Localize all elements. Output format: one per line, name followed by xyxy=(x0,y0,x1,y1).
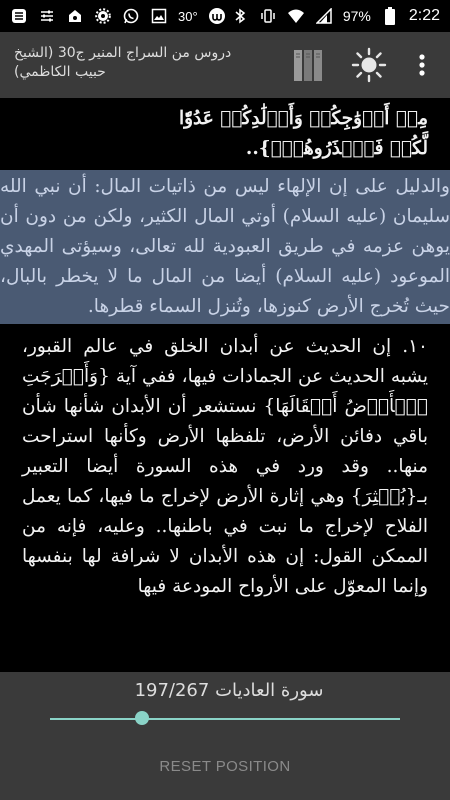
quote-line-1: مِنۡ أَزۡوَٰجِكُمۡ وَأَوۡلَٰدِكُمۡ عَدُوّٗا xyxy=(178,108,428,129)
gear-icon xyxy=(94,7,112,25)
reader-content[interactable] xyxy=(0,98,450,672)
brightness-icon xyxy=(351,47,387,83)
position-label xyxy=(0,680,450,701)
position-slider[interactable] xyxy=(50,710,400,726)
brightness-button[interactable] xyxy=(351,46,387,84)
signal-icon xyxy=(315,7,333,25)
home-icon xyxy=(66,7,84,25)
temperature: 30° xyxy=(178,8,198,24)
book-title-line1: دروس من السراج المنير ج30 (الشيخ xyxy=(14,45,232,61)
quote-line-2: لَّكُمۡ فَٱحۡذَرُوهُمۡۚ}.. xyxy=(245,138,428,159)
status-bar xyxy=(0,0,450,32)
book-title-line2: حبيب الكاظمي) xyxy=(14,64,106,80)
quran-quote xyxy=(0,98,450,164)
clock: 2:22 xyxy=(408,7,440,24)
wifi-icon xyxy=(287,7,305,25)
surah-name: سورة العاديات xyxy=(215,680,324,701)
book-title xyxy=(14,44,284,82)
slider-thumb[interactable] xyxy=(135,711,149,725)
status-right-icons xyxy=(231,7,440,25)
highlighted-paragraph[interactable] xyxy=(0,170,450,324)
sliders-icon xyxy=(38,7,56,25)
library-icon xyxy=(293,47,327,83)
more-vert-icon xyxy=(418,53,426,77)
image-icon xyxy=(150,7,168,25)
battery-icon xyxy=(381,7,399,25)
position-panel xyxy=(0,672,450,800)
library-button[interactable] xyxy=(292,46,328,84)
paragraph-10 xyxy=(0,332,450,602)
page-counter: 197/267 xyxy=(134,680,210,701)
slider-track[interactable] xyxy=(50,718,400,720)
vibrate-icon xyxy=(259,7,277,25)
whatsapp-icon xyxy=(122,7,140,25)
app-toolbar xyxy=(0,32,450,98)
reset-position-button[interactable]: RESET POSITION xyxy=(159,758,291,775)
battery-percent: 97% xyxy=(342,8,371,24)
highlighted-text: والدليل على إن الإلهاء ليس من ذاتيات المال: أن نبي الله سليمان (عليه السلام) أوتي المال الكثير، ولكن من دون أن يوهن عزمه في طريق العبودية لله تعالى، وسيؤتى المهدي الموعود (عليه السلام) أيضا من المال ما لا يخطر بالبال، حيث تُخرج الأرض كنوزها، وتُنزل السماء قطرها. xyxy=(0,176,450,317)
status-left-icons xyxy=(10,7,226,25)
overflow-menu-button[interactable] xyxy=(408,46,436,84)
paragraph-text: ١٠. إن الحديث عن أبدان الخلق في عالم القبور، يشبه الحديث عن الجمادات فيها، ففي آية {وَأَخۡرَجَتِ ٱلۡأَرۡضُ أَثۡقَالَهَا} نستشعر أن الأبدان شأنها شأن باقي دفائن الأرض، تلفظها الأرض وكأنها استراحت منها.. وقد ورد في هذه السورة أيضا التعبير بـ{بُعۡثِرَ} وهي إثارة الأرض لإخراج ما فيها، كما يعمل الفلاح لإخراج ما نبت في باطنها.. وعليه، فإنه من الممكن القول: إن هذه الأبدان لا شرافة لها بنفسها وإنما المعوّل على الأرواح المودعة فيها xyxy=(22,336,428,597)
app-icon xyxy=(10,7,28,25)
bluetooth-icon xyxy=(231,7,249,25)
accuweather-icon xyxy=(208,7,226,25)
